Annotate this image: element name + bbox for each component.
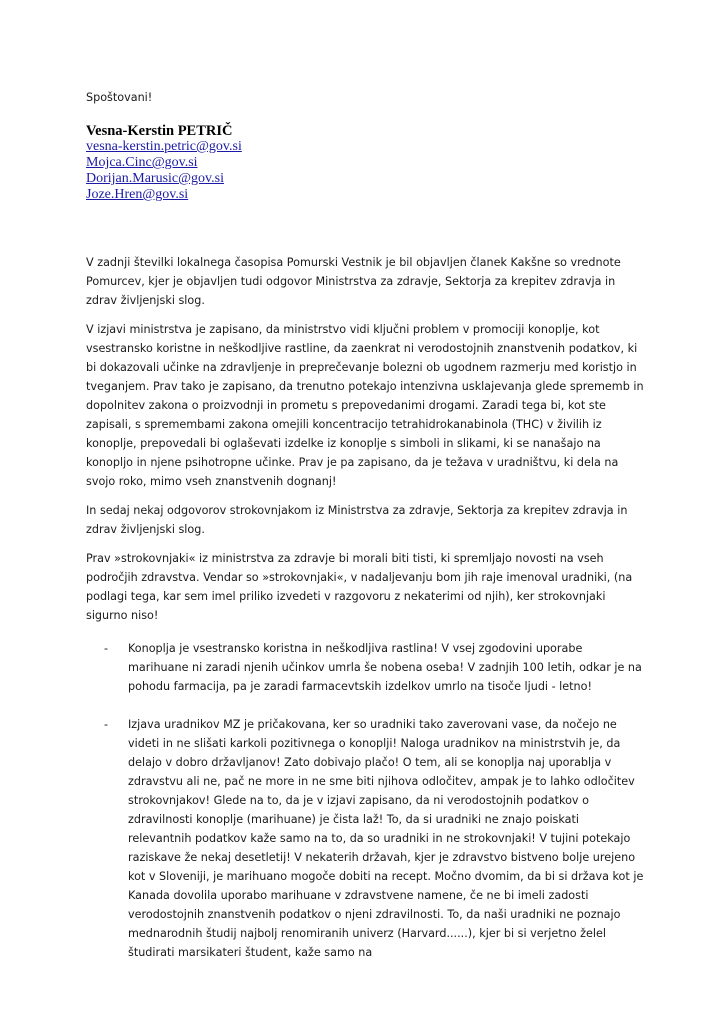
list-item-text: Konoplja je vsestransko koristna in neškodljiva rastlina! V vsej zgodovini uporabe marihuane ni zaradi njenih učinkov umrla še nobena oseba! V zadnjih 100 letih, odkar je na pohodu farmacija, pa je zaradi farmacevtskih izdelkov umrlo na tisoče ljudi - letno! bbox=[128, 642, 642, 693]
recipient-block bbox=[86, 123, 646, 203]
list-item bbox=[86, 639, 646, 696]
letter-page bbox=[86, 88, 646, 981]
email-link-petric[interactable]: vesna-kerstin.petric@gov.si bbox=[86, 139, 242, 154]
paragraph-answers-intro: In sedaj nekaj odgovorov strokovnjakom iz Ministrstva za zdravje, Sektorja za krepitev zdravja in zdrav življenjski slog. bbox=[86, 504, 628, 536]
paragraph-intro: V zadnji številki lokalnega časopisa Pomurski Vestnik je bil objavljen članek Kakšne so vrednote Pomurcev, kjer je objavljen tudi odgovor Ministrstva za zdravje, Sektorja za krepitev zdravja in zdrav življenjski slog. bbox=[86, 256, 621, 307]
bullet-marker: - bbox=[104, 642, 109, 655]
list-item-text: Izjava uradnikov MZ je pričakovana, ker so uradniki tako zaverovani vase, da nočejo ne videti in ne slišati karkoli pozitivnega o konoplji! Naloga uradnikov na ministrstvih je, da delajo v dobro državljanov! Zato dobivajo plačo! O tem, ali se konoplja naj uporablja v zdravstvu ali ne, pač ne more in ne sme biti njihova odločitev, ampak je to lahko odločitev strokovnjakov! Glede na to, da je v izjavi zapisano, da ni verodostojnih podatkov o zdravilnosti konoplje (marihuane) je čista laž! To, da si uradniki ne znajo poiskati relevantnih podatkov kaže samo na to, da so uradniki in ne strokovnjaki! V tujini potekajo raziskave že nekaj desetletij! V nekaterih državah, kjer je zdravstvo bistveno bolje urejeno kot v Sloveniji, je marihuano mogoče dobiti na recept. Močno dvomim, da bi si država kot je Kanada dovolila uporabo marihuane v zdravstvene namene, če ne bi imeli zadosti verodostojnih znanstvenih podatkov o njeni zdravilnosti. To, da naši uradniki ne poznajo mednarodnih študij najbolj renomiranih univerz (Harvard......), kjer bi si verjetno želel študirati marsikateri študent, kaže samo na bbox=[128, 718, 644, 959]
spacer bbox=[86, 203, 646, 253]
paragraph-experts: Prav »strokovnjaki« iz ministrstva za zdravje bi morali biti tisti, ki spremljajo novosti na vseh področjih zdravstva. Vendar so »strokovnjaki«, v nadaljevanju bom jih raje imenoval uradniki, (na podlagi tega, kar sem imel priliko izvedeti v razgovoru z nekaterimi od njih), ker strokovnjaki sigurno niso! bbox=[86, 552, 633, 622]
list-item bbox=[86, 715, 646, 962]
email-link-cinc[interactable]: Mojca.Cinc@gov.si bbox=[86, 155, 198, 170]
paragraph-ministry-statement: V izjavi ministrstva je zapisano, da ministrstvo vidi ključni problem v promociji konoplje, kot vsestransko koristne in neškodljive rastline, da zaenkrat ni verodostojnih znanstvenih podatkov, ki bi dokazovali učinke na zdravljenje in preprečevanje bolezni ob ugodnem razmerju med koristjo in tveganjem. Prav tako je zapisano, da trenutno potekajo intenzivna usklajevanja glede sprememb in dopolnitev zakona o proizvodnji in prometu s prepovedanimi drogami. Zaradi tega bi, kot ste zapisali, s spremembami zakona omejili koncentracijo tetrahidrokanabinola (THC) v živilih iz konoplje, prepovedali bi oglaševati izdelke iz konoplje s simboli in slikami, ki se nanašajo na konopljo in njene psihotropne učinke. Prav je pa zapisano, da je težava v uradništvu, ki dela na svojo roko, mimo vseh znanstvenih dognanj! bbox=[86, 323, 644, 488]
email-link-marusic[interactable]: Dorijan.Marusic@gov.si bbox=[86, 171, 224, 186]
bullet-list bbox=[86, 639, 646, 962]
bullet-marker: - bbox=[104, 718, 109, 731]
greeting: Spoštovani! bbox=[86, 91, 153, 104]
recipient-name: Vesna-Kerstin PETRIČ bbox=[86, 123, 233, 139]
email-link-hren[interactable]: Joze.Hren@gov.si bbox=[86, 187, 189, 202]
